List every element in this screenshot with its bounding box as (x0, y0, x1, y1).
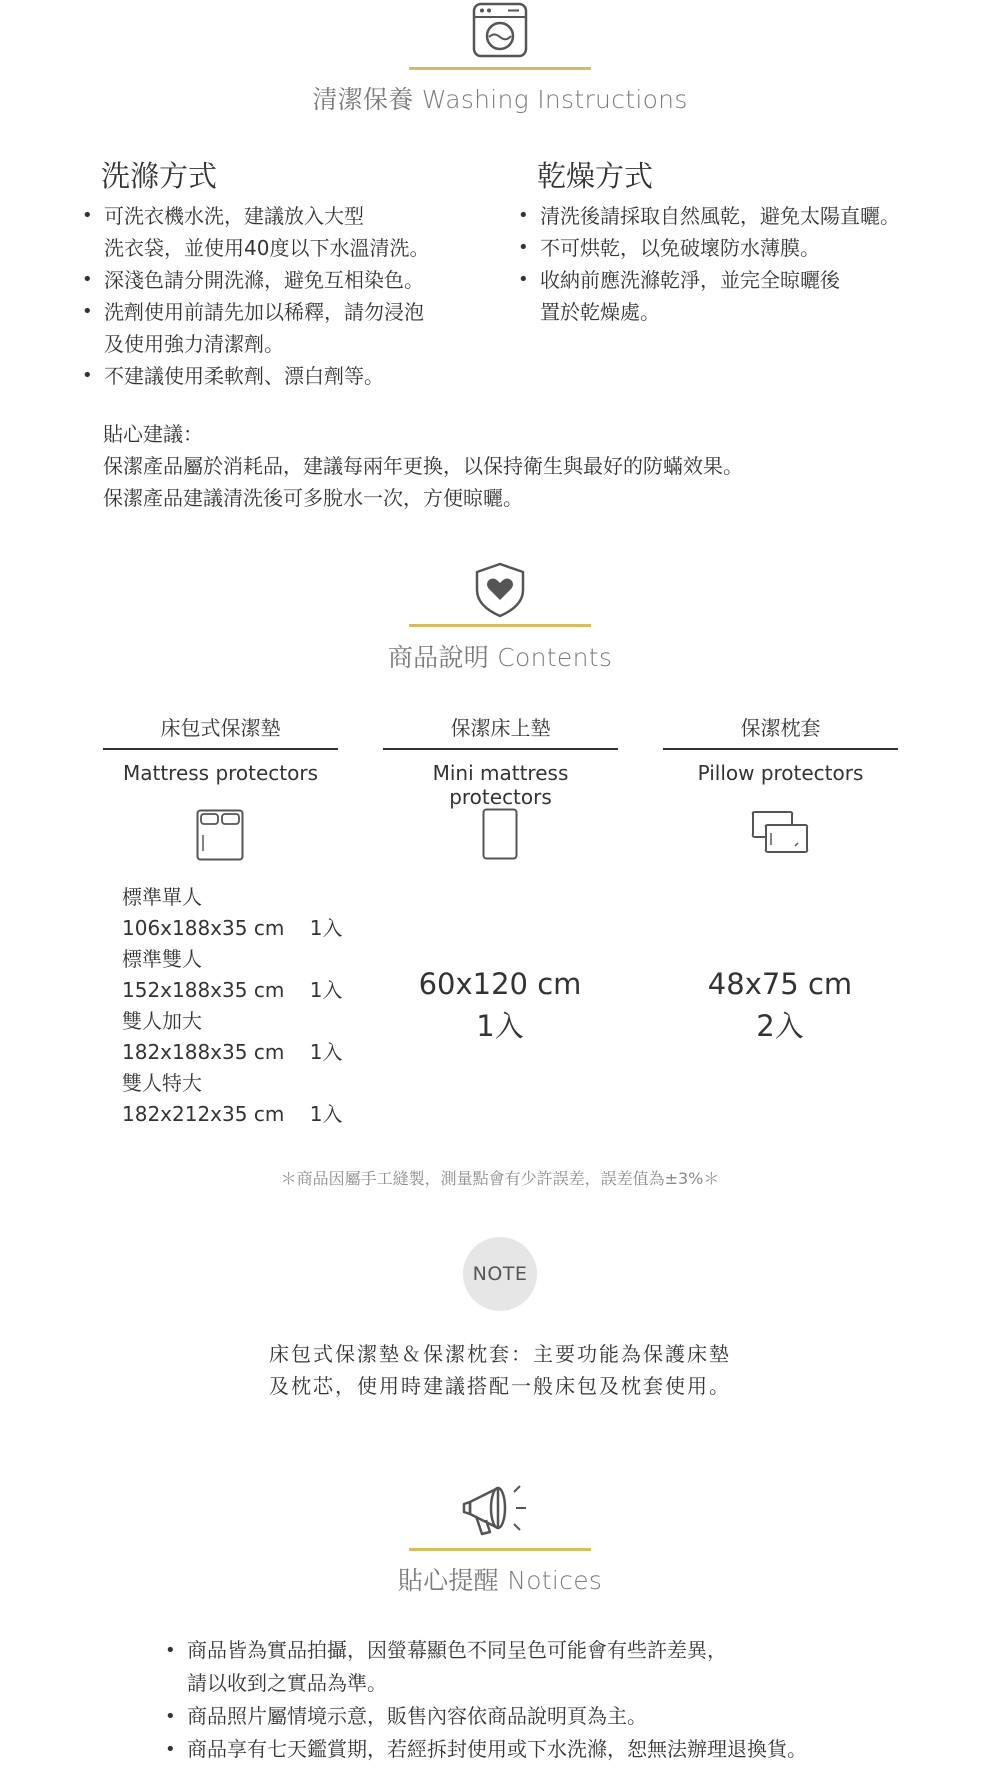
mini-mattress-size (380, 963, 620, 1047)
size-dimensions: 182x188x35 cm (122, 1040, 285, 1064)
notice-item: • 商品皆為實品拍攝，因螢幕顯色不同呈色可能會有些許差異， 請以收到之實品為準。 (165, 1634, 985, 1700)
shield-heart-icon (474, 562, 526, 618)
size-dimensions: 106x188x35 cm (122, 916, 285, 940)
size-name: 標準單人 (122, 885, 202, 909)
size-name: 雙人特大 (122, 1071, 202, 1095)
product-divider (383, 748, 618, 750)
care-tips-line: 保潔產品建議清洗後可多脫水一次，方便晾曬。 (103, 486, 523, 510)
product-name-en: Mattress protectors (122, 761, 319, 785)
product-name-en: Mini mattress protectors (432, 761, 569, 809)
contents-divider (409, 624, 591, 627)
size-row (122, 975, 342, 1006)
note-badge: NOTE (463, 1237, 537, 1311)
wash-method-list (82, 200, 502, 392)
note-line: 床包式保潔墊＆保潔枕套：主要功能為保護床墊 (269, 1342, 731, 1366)
notices-section-title: 貼心提醒 Notices (397, 1566, 603, 1595)
pillow-size-quantity: 2入 (756, 1009, 804, 1043)
care-tips-heading: 貼心建議： (103, 422, 203, 446)
product-name-zh: 保潔床上墊 (450, 716, 551, 740)
wash-method-item: • 不建議使用柔軟劑、漂白劑等。 (82, 360, 502, 392)
product-divider (103, 748, 338, 750)
dry-method-item: • 收納前應洗滌乾淨，並完全晾曬後 置於乾燥處。 (518, 264, 958, 328)
mini-size-dimensions: 60x120 cm (418, 967, 582, 1001)
notices-divider (409, 1548, 591, 1551)
dry-method-title: 乾燥方式 (537, 159, 654, 193)
washing-section-title: 清潔保養 Washing Instructions (312, 85, 688, 114)
size-name: 雙人加大 (122, 1009, 202, 1033)
dry-method-list (518, 200, 958, 328)
washing-divider (409, 67, 591, 70)
megaphone-icon (462, 1480, 538, 1540)
size-quantity: 1入 (309, 1040, 343, 1064)
size-row (122, 1099, 342, 1130)
product-name-en: Pillow protectors (697, 761, 864, 785)
notice-item: • 商品照片屬情境示意，販售內容依商品說明頁為主。 (165, 1700, 985, 1733)
care-tips-line: 保潔產品屬於消耗品，建議每兩年更換，以保持衛生與最好的防蟎效果。 (103, 454, 743, 478)
product-name-zh: 保潔枕套 (740, 716, 821, 740)
wash-method-item: • 可洗衣機水洗，建議放入大型 洗衣袋，並使用40度以下水溫清洗。 (82, 200, 502, 264)
dry-method-item: • 不可烘乾，以免破壞防水薄膜。 (518, 232, 958, 264)
wash-method-item: • 深淺色請分開洗滌，避免互相染色。 (82, 264, 502, 296)
dry-method-item: • 清洗後請採取自然風乾，避免太陽直曬。 (518, 200, 958, 232)
notice-item: • 商品享有七天鑑賞期，若經拆封使用或下水洗滌，恕無法辦理退換貨。 (165, 1733, 985, 1766)
single-mattress-icon (482, 808, 518, 860)
contents-section-title: 商品說明 Contents (387, 643, 613, 672)
note-text (0, 1338, 1000, 1402)
size-quantity: 1入 (309, 1102, 343, 1126)
pillows-icon (750, 810, 810, 858)
wash-method-item: • 洗劑使用前請先加以稀釋，請勿浸泡 及使用強力清潔劑。 (82, 296, 502, 360)
pillow-size-dimensions: 48x75 cm (707, 967, 853, 1001)
washing-machine-icon (472, 2, 528, 58)
size-name: 標準雙人 (122, 947, 202, 971)
product-divider (663, 748, 898, 750)
double-bed-icon (196, 809, 244, 861)
mattress-size-list (122, 882, 342, 1130)
size-quantity: 1入 (309, 978, 343, 1002)
size-quantity: 1入 (309, 916, 343, 940)
size-row (122, 913, 342, 944)
size-row (122, 1037, 342, 1068)
pillow-size (660, 963, 900, 1047)
size-dimensions: 152x188x35 cm (122, 978, 285, 1002)
care-tips (103, 418, 743, 514)
size-dimensions: 182x212x35 cm (122, 1102, 285, 1126)
product-name-zh: 床包式保潔墊 (160, 716, 281, 740)
note-line: 及枕芯，使用時建議搭配一般床包及枕套使用。 (269, 1374, 731, 1398)
mini-size-quantity: 1入 (476, 1009, 524, 1043)
notices-list (165, 1634, 985, 1766)
measurement-footnote: ＊商品因屬手工縫製，測量點會有少許誤差，誤差值為±3%＊ (280, 1169, 720, 1188)
wash-method-title: 洗滌方式 (101, 159, 218, 193)
